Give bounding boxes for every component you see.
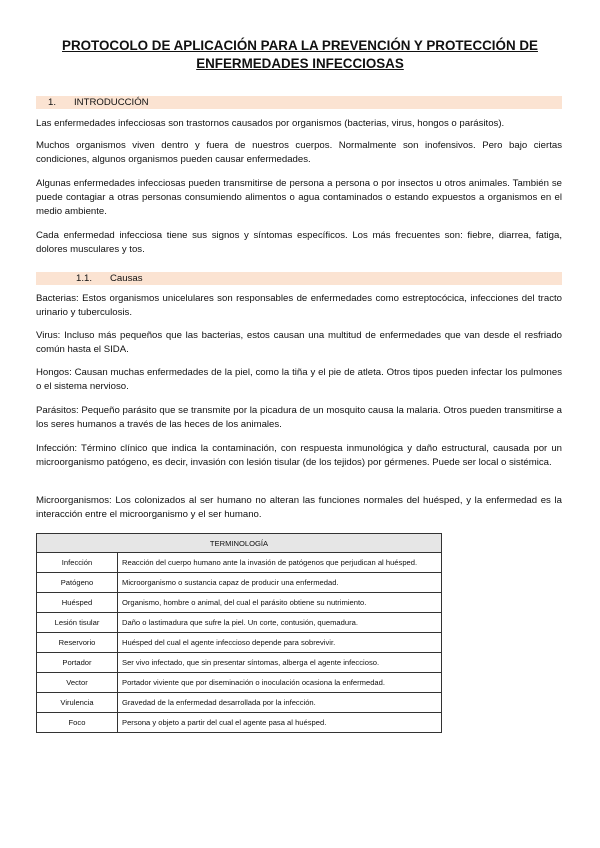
definition-infeccion: Infección: Término clínico que indica la contaminación, con respuesta inmunológica y daño estructural, causada por un microorganismo patógeno, es decir, invasión con lesión tisular (de los tejidos) por gérmenes. Puede ser local o sistémica.	[36, 443, 562, 468]
definition-cell: Portador viviente que por diseminación o inoculación ocasiona la enfermedad.	[118, 673, 442, 693]
definition-cell: Persona y objeto a partir del cual el agente pasa al huésped.	[118, 713, 442, 733]
term-cell: Infección	[37, 553, 118, 573]
table-row	[37, 613, 442, 633]
table-row	[37, 713, 442, 733]
term-cell: Portador	[37, 653, 118, 673]
table-row	[37, 553, 442, 573]
definition-cell: Organismo, hombre o animal, del cual el parásito obtiene su nutrimiento.	[118, 593, 442, 613]
definition-cell: Ser vivo infectado, que sin presentar síntomas, alberga el agente infeccioso.	[118, 653, 442, 673]
definition-microorganismos: Microorganismos: Los colonizados al ser humano no alteran las funciones normales del huésped, y la enfermedad es la interacción entre el microorganismo y el ser humano.	[36, 495, 562, 520]
term-cell: Foco	[37, 713, 118, 733]
term-cell: Lesión tisular	[37, 613, 118, 633]
section-label: Causas	[110, 273, 143, 284]
definition-cell: Gravedad de la enfermedad desarrollada por la infección.	[118, 693, 442, 713]
section-number: 1.	[48, 97, 57, 108]
term-cell: Reservorio	[37, 633, 118, 653]
section-heading-introduccion	[36, 96, 562, 109]
cause-virus: Virus: Incluso más pequeños que las bacterias, estos causan una multitud de enfermedades que van desde el resfriado común hasta el SIDA.	[36, 330, 562, 355]
definition-cell: Daño o lastimadura que sufre la piel. Un corte, contusión, quemadura.	[118, 613, 442, 633]
term-cell: Virulencia	[37, 693, 118, 713]
intro-paragraph-4: Cada enfermedad infecciosa tiene sus signos y síntomas específicos. Los más frecuentes son: fiebre, diarrea, fatiga, dolores musculares y tos.	[36, 230, 562, 255]
table-row	[37, 573, 442, 593]
term-cell: Vector	[37, 673, 118, 693]
definition-cell: Reacción del cuerpo humano ante la invasión de patógenos que perjudican al huésped.	[118, 553, 442, 573]
cause-hongos: Hongos: Causan muchas enfermedades de la piel, como la tiña y el pie de atleta. Otros tipos pueden infectar los pulmones o el sistema nervioso.	[36, 367, 562, 392]
document-title: PROTOCOLO DE APLICACIÓN PARA LA PREVENCIÓN Y PROTECCIÓN DE ENFERMEDADES INFECCIOSAS	[62, 38, 538, 71]
section-number: 1.1.	[76, 273, 93, 284]
cause-bacterias: Bacterias: Estos organismos unicelulares son responsables de enfermedades como estreptocócica, infecciones del tracto urinario y tuberculosis.	[36, 293, 562, 318]
table-row	[37, 693, 442, 713]
cause-parasitos: Parásitos: Pequeño parásito que se transmite por la picadura de un mosquito causa la malaria. Otros pueden transmitirse a los seres humanos a través de las heces de los animales.	[36, 405, 562, 430]
table-row	[37, 593, 442, 613]
intro-paragraph-3: Algunas enfermedades infecciosas pueden transmitirse de persona a persona o por insectos u otros animales. También se puede contagiar a otras personas consumiendo alimentos o agua contaminados o estando expuestos a organismos en el medio ambiente.	[36, 178, 562, 217]
definition-cell: Microorganismo o sustancia capaz de producir una enfermedad.	[118, 573, 442, 593]
table-header: TERMINOLOGÍA	[37, 534, 442, 553]
section-label: INTRODUCCIÓN	[74, 97, 149, 108]
table-row	[37, 673, 442, 693]
terminology-table	[36, 533, 442, 733]
term-cell: Patógeno	[37, 573, 118, 593]
intro-paragraph-2: Muchos organismos viven dentro y fuera de nuestros cuerpos. Normalmente son inofensivos. Pero bajo ciertas condiciones, algunos organismos pueden causar enfermedades.	[36, 140, 562, 165]
definition-cell: Huésped del cual el agente infeccioso depende para sobrevivir.	[118, 633, 442, 653]
term-cell: Huésped	[37, 593, 118, 613]
table-row	[37, 633, 442, 653]
intro-paragraph-1: Las enfermedades infecciosas son trastornos causados por organismos (bacterias, virus, hongos o parásitos).	[36, 118, 505, 129]
section-heading-causas	[36, 272, 562, 285]
table-row	[37, 653, 442, 673]
